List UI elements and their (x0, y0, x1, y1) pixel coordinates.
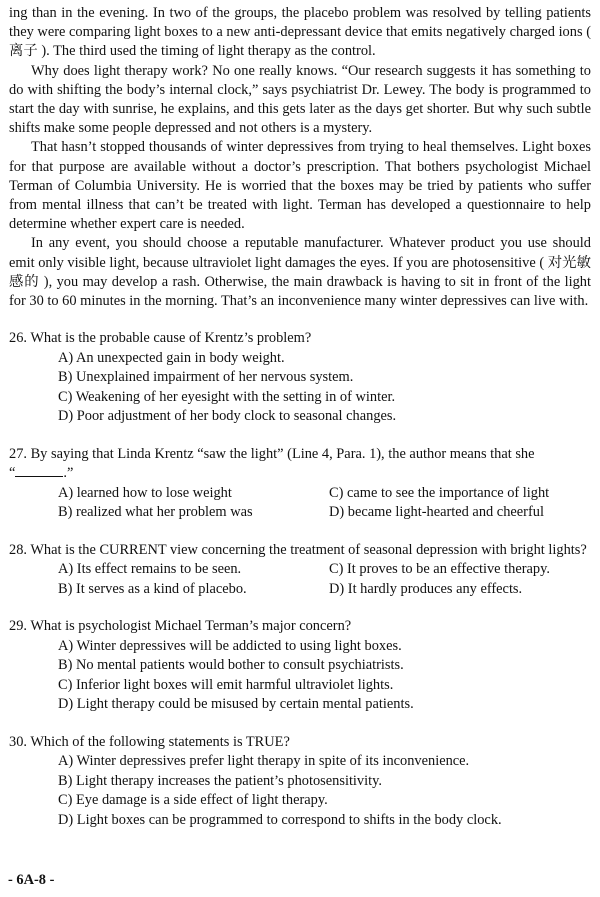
passage-paragraph-4: In any event, you should choose a reputable manufacturer. Whatever product you use should emit only visible light, because ultraviolet light damages the eyes. If you are photosensitive ( 对光敏感的 ), you may develop a rash. Otherwise, the main drawback is having to sit in front of the light for 30 to 60 minutes in the morning. That’s an inconvenience many winter depressives can live with. (9, 235, 591, 310)
question-27 (9, 445, 591, 523)
option-b: B) realized what her problem was (58, 504, 253, 521)
open-quote: “ (9, 465, 16, 482)
question-stem-blank (9, 464, 591, 484)
option-row (58, 484, 591, 504)
option-b: B) Light therapy increases the patient’s photosensitivity. (58, 772, 382, 789)
reading-passage (9, 4, 591, 311)
question-29 (9, 617, 591, 715)
option-d: D) Light boxes can be programmed to correspond to shifts in the body clock. (58, 811, 502, 828)
option-c: C) Weakening of her eyesight with the setting in of winter. (58, 388, 396, 405)
option-b: B) No mental patients would bother to consult psychiatrists. (58, 657, 404, 674)
passage-paragraph-1: ing than in the evening. In two of the groups, the placebo problem was resolved by telling patients they were comparing light boxes to a new anti-depressant device that emits negatively charged ions ( 离子 ). The third used the timing of light therapy as the control. (9, 5, 591, 60)
passage-paragraph-3: That hasn’t stopped thousands of winter depressives from trying to heal themselves. Light boxes for that purpose are available without a doctor’s prescription. That bothers psychologist Michael Terman of Columbia University. He is worried that the boxes may be tried by patients who suffer from mental illness that can’t be treated with light. Terman has developed a questionnaire to help determine whether expert care is needed. (9, 139, 591, 233)
option-row (58, 560, 591, 580)
option-c: C) Eye damage is a side effect of light therapy. (58, 792, 328, 809)
close-quote: .” (63, 465, 74, 482)
question-stem: 27. By saying that Linda Krentz “saw the light” (Line 4, Para. 1), the author means that she (9, 445, 535, 462)
option-c: C) came to see the importance of light (329, 484, 550, 501)
option-b: B) Unexplained impairment of her nervous system. (58, 369, 354, 386)
option-d: D) Light therapy could be misused by certain mental patients. (58, 696, 414, 713)
option-a: A) Its effect remains to be seen. (58, 561, 242, 578)
passage-paragraph-2: Why does light therapy work? No one really knows. “Our research suggests it has something to do with shifting the body’s internal clock,” says psychiatrist Dr. Lewey. The body is programmed to start the day with sunrise, he explains, and this gets later as the days get shorter. But why such subtle shifts make some people depressed and not others is a mystery. (9, 62, 591, 137)
question-26 (9, 329, 591, 427)
question-stem: 30. Which of the following statements is TRUE? (9, 733, 290, 750)
option-b: B) It serves as a kind of placebo. (58, 580, 247, 597)
question-30 (9, 733, 591, 831)
option-a: A) learned how to lose weight (58, 484, 232, 501)
page-number: - 6A-8 - (8, 872, 55, 888)
question-stem: 26. What is the probable cause of Krentz’s problem? (9, 330, 312, 347)
option-c: C) It proves to be an effective therapy. (329, 561, 550, 578)
question-stem: 29. What is psychologist Michael Terman’s major concern? (9, 618, 352, 635)
option-row (58, 580, 591, 600)
question-28 (9, 541, 591, 600)
option-d: D) It hardly produces any effects. (329, 580, 523, 597)
option-d: D) became light-hearted and cheerful (329, 504, 544, 521)
option-d: D) Poor adjustment of her body clock to seasonal changes. (58, 408, 397, 425)
exam-page (9, 4, 591, 830)
option-a: A) Winter depressives prefer light therapy in spite of its inconvenience. (58, 753, 470, 770)
option-a: A) Winter depressives will be addicted to using light boxes. (58, 637, 402, 654)
answer-blank (15, 465, 63, 477)
option-row (58, 503, 591, 523)
question-stem: 28. What is the CURRENT view concerning the treatment of seasonal depression with bright lights? (9, 541, 587, 558)
option-a: A) An unexpected gain in body weight. (58, 349, 285, 366)
option-c: C) Inferior light boxes will emit harmful ultraviolet lights. (58, 676, 394, 693)
